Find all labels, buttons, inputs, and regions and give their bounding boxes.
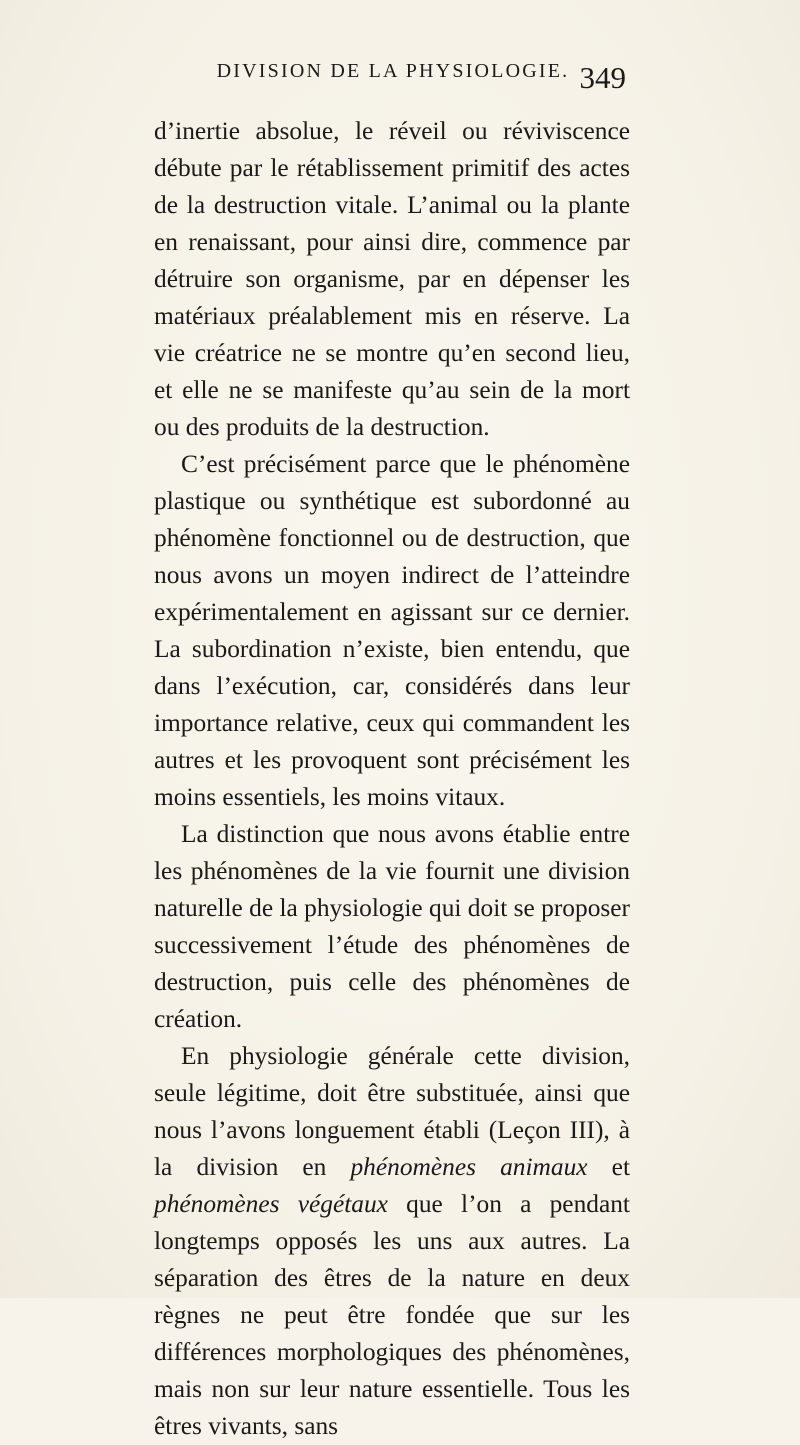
paragraph-3-text: La distinction que nous avons établie entre les phénomènes de la vie fournit une division naturelle de la physiologie qui doit se proposer successivement l’étude des phénomènes de destruction, puis celle des phénomènes de création. — [154, 820, 630, 1033]
paragraph-4-text-3: que l’on a pendant longtemps opposés les uns aux autres. La séparation des êtres de la nature en deux règnes ne peut être fondée que sur les différences morphologiques des phénomènes, mais non sur leur nature essentielle. Tous les êtres vivants, sans — [154, 1190, 630, 1440]
page-number: 349 — [579, 60, 626, 95]
paragraph-2-text: C’est précisément parce que le phénomène plastique ou synthétique est subordonné au phénomène fonctionnel ou de destruction, que nous avons un moyen indirect de l’atteindre expérimentalement en agissant sur ce dernier. La subordination n’existe, bien entendu, que dans l’exécution, car, considérés dans leur importance relative, ceux qui commandent les autres et les provoquent sont précisément les moins essentiels, les moins vitaux. — [154, 450, 630, 811]
paragraph-1 — [154, 113, 630, 446]
italic-term-phenomenes-animaux: phénomènes animaux — [350, 1153, 588, 1181]
paragraph-3 — [154, 816, 630, 1038]
paragraph-2 — [154, 446, 630, 816]
paragraph-4 — [154, 1038, 630, 1445]
paragraph-4-text-2: et — [587, 1153, 631, 1181]
paragraph-4-text: En physiologie générale cette division, seule légitime, doit être substituée, ainsi que nous l’avons longuement établi (Leçon III), à la division en — [154, 1042, 630, 1181]
body-text — [154, 113, 630, 1445]
running-head: DIVISION DE LA PHYSIOLOGIE. — [216, 60, 570, 82]
paragraph-1-text: d’inertie absolue, le réveil ou réviviscence débute par le rétablissement primitif des actes de la destruction vitale. L’animal ou la plante en renaissant, pour ainsi dire, commence par détruire son organisme, par en dépenser les matériaux préalablement mis en réserve. La vie créatrice ne se montre qu’en second lieu, et elle ne se manifeste qu’au sein de la mort ou des produits de la destruction. — [154, 117, 630, 441]
page-header — [160, 60, 626, 100]
italic-term-phenomenes-vegetaux: phénomènes végétaux — [154, 1190, 388, 1218]
